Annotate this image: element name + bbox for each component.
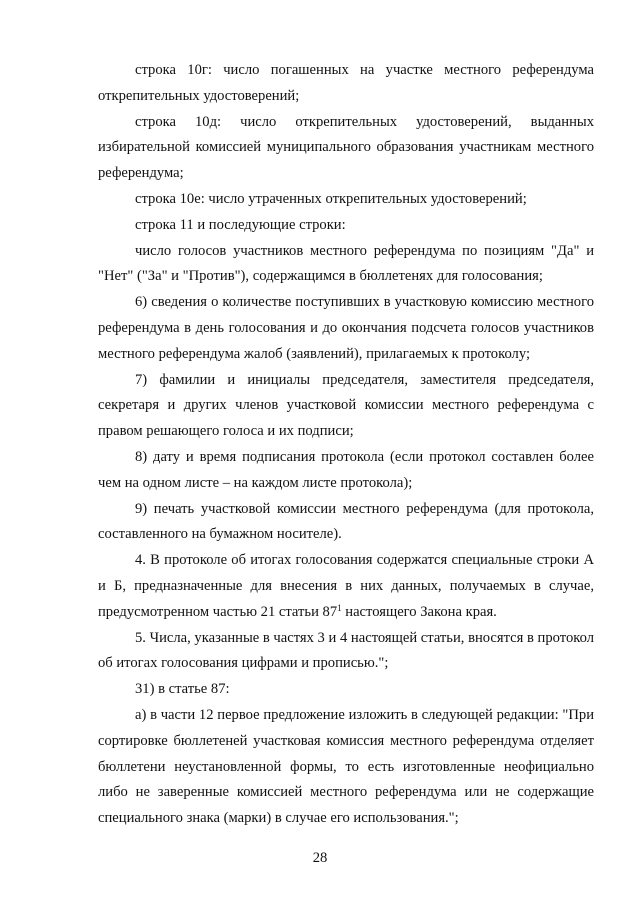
paragraph-line-11: строка 11 и последующие строки: [135,216,346,233]
paragraph-item-7: 7) фамилии и инициалы председателя, заместителя председателя, секретаря и других членов участковой комиссии местного референдума с правом решающего голоса и их подписи; [98,371,594,440]
paragraph-votes-count: число голосов участников местного референдума по позициям "Да" и "Нет" ("За" и "Против"), содержащимся в бюллетенях для голосования; [98,242,594,285]
article-superscript: 1 [337,602,342,613]
paragraph-part-5: 5. Числа, указанные в частях 3 и 4 настоящей статьи, вносятся в протокол об итогах голосования цифрами и прописью."; [98,629,594,672]
body-text [98,58,594,832]
paragraph-item-6: 6) сведения о количестве поступивших в участковую комиссию местного референдума в день голосования и до окончания подсчета голосов участников местного референдума жалоб (заявлений), прилагаемых к протоколу; [98,294,594,362]
paragraph-item-31: 31) в статье 87: [135,681,230,698]
page-number: 28 [312,850,328,866]
paragraph-line-10e: строка 10е: число утраченных открепительных удостоверений; [135,190,527,207]
paragraph-part-4 [98,548,594,625]
paragraph-item-a: а) в части 12 первое предложение изложить в следующей редакции: "При сортировке бюллетеней участковая комиссия местного референдума отделяет бюллетени неустановленной формы, то есть изготовленные неофициально либо не заверенные комиссией местного референдума или не содержащие специального знака (марки) в случае его использования."; [98,706,594,827]
paragraph-item-8: 8) дату и время подписания протокола (если протокол составлен более чем на одном листе – на каждом листе протокола); [98,448,594,491]
paragraph-line-10d: строка 10д: число открепительных удостоверений, выданных избирательной комиссией муниципального образования участникам местного референдума; [98,113,594,182]
paragraph-part-4-text: 4. В протоколе об итогах голосования содержатся специальные строки А и Б, предназначенные для внесения в них данных, получаемых в случае, предусмотренном частью 21 статьи 87 [98,552,594,620]
paragraph-part-4-tail: настоящего Закона края. [341,603,497,620]
paragraph-line-10g: строка 10г: число погашенных на участке местного референдума открепительных удостоверений; [98,62,594,104]
paragraph-item-9: 9) печать участковой комиссии местного референдума (для протокола, составленного на бумажном носителе). [98,500,594,543]
